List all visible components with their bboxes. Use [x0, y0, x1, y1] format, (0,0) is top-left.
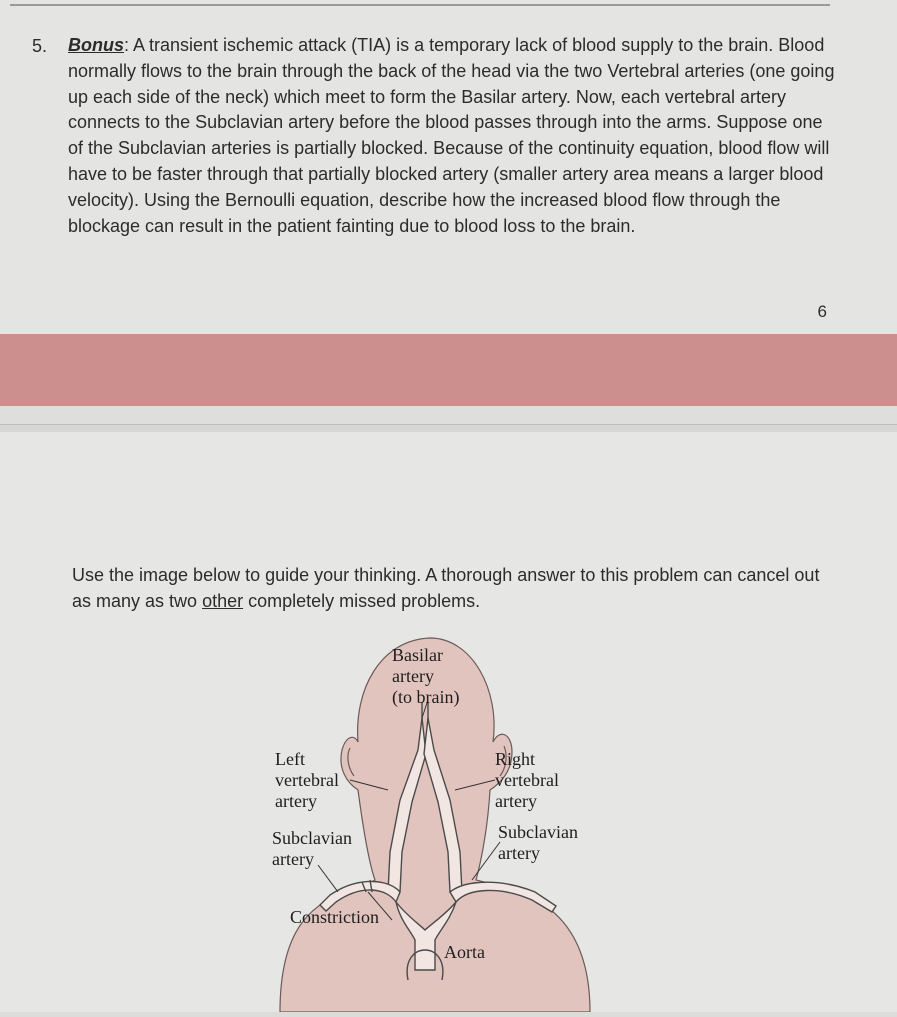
label-right-vertebral-line3: artery — [495, 791, 537, 811]
question-text — [68, 33, 838, 239]
label-subclavian-right-line2: artery — [498, 843, 540, 863]
label-right-vertebral-line2: vertebral — [495, 770, 559, 790]
label-basilar-line1: Basilar — [392, 645, 443, 665]
question-points: 6 — [817, 302, 827, 321]
question-body-text: : A transient ischemic attack (TIA) is a temporary lack of blood supply to the brain. Blood normally flows to the brain through the back of the head via the two Vertebral arteries (one going up each side of the neck) which meet to form the Basilar artery. Now, each vertebral artery connects to the Subclavian artery before the blood passes through into the arms. Suppose one of the Subclavian arteries is partially blocked. Because of the continuity equation, blood flow will have to be faster through that partially blocked artery (smaller artery area means a larger blood velocity). Using the Bernoulli equation, describe how the increased blood flow through the blockage can result in the patient fainting due to blood loss to the brain. — [68, 35, 835, 236]
panel-top-border — [10, 4, 830, 6]
label-basilar-artery — [392, 645, 459, 708]
guide-text-before: Use the image below to guide your thinking. A thorough answer to this problem can cancel out as many as two — [72, 565, 820, 611]
label-left-vertebral-line3: artery — [275, 791, 317, 811]
label-left-vertebral-line2: vertebral — [275, 770, 339, 790]
label-subclavian-right-line1: Subclavian — [498, 822, 578, 842]
label-aorta: Aorta — [444, 942, 485, 962]
guide-text — [72, 562, 832, 614]
label-left-vertebral — [275, 749, 339, 812]
artery-diagram — [250, 630, 610, 1012]
label-subclavian-right — [498, 822, 578, 864]
label-basilar-line3: (to brain) — [392, 687, 460, 707]
question-number: 5. — [32, 36, 48, 56]
bonus-label: Bonus — [68, 35, 124, 55]
label-basilar-line2: artery — [392, 666, 434, 686]
label-right-vertebral — [495, 749, 559, 812]
guide-text-after: completely missed problems. — [243, 591, 481, 611]
label-right-vertebral-line1: Right — [495, 749, 536, 769]
label-subclavian-left-line1: Subclavian — [272, 828, 352, 848]
guide-underlined-word: other — [202, 591, 244, 611]
label-left-vertebral-line1: Left — [275, 749, 305, 769]
section-divider-band — [0, 334, 897, 406]
label-subclavian-left-line2: artery — [272, 849, 314, 869]
label-constriction: Constriction — [290, 907, 379, 927]
label-subclavian-left — [272, 828, 352, 870]
